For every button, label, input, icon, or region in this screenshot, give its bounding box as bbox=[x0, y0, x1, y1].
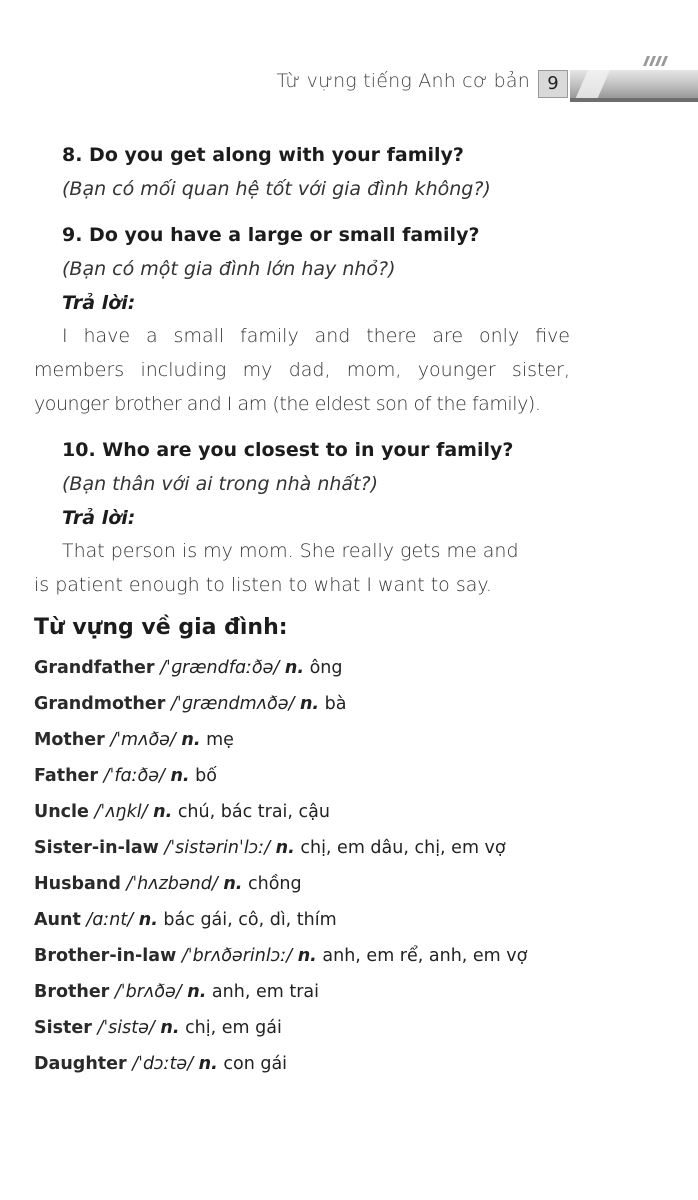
vocab-phonetic: /ˈsistə/ bbox=[97, 1018, 155, 1038]
vocab-pos: n. bbox=[223, 874, 243, 894]
vocab-word: Daughter bbox=[34, 1054, 127, 1074]
vocab-word: Aunt bbox=[34, 910, 81, 930]
vocab-phonetic: /ˈsistərinˈlɔː/ bbox=[164, 838, 271, 858]
vocab-pos: n. bbox=[198, 1054, 218, 1074]
vocab-meaning: con gái bbox=[223, 1054, 288, 1074]
vocab-meaning: chị, em dâu, chị, em vợ bbox=[300, 838, 506, 858]
vocab-phonetic: /ˈmʌðə/ bbox=[110, 730, 176, 750]
vocab-item bbox=[34, 730, 234, 750]
vocab-meaning: anh, em trai bbox=[211, 982, 319, 1002]
vocab-item bbox=[34, 802, 330, 822]
header-title: Từ vựng tiếng Anh cơ bản bbox=[276, 70, 530, 92]
vocab-meaning: chú, bác trai, cậu bbox=[177, 802, 330, 822]
vocab-word: Sister-in-law bbox=[34, 838, 159, 858]
vocab-item bbox=[34, 838, 506, 858]
vocab-item bbox=[34, 1018, 282, 1038]
answer-9-line-2: members including my dad, mom, younger sister, bbox=[34, 359, 570, 381]
vocab-meaning: mẹ bbox=[206, 730, 234, 750]
vocab-item bbox=[34, 658, 342, 678]
vocab-pos: n. bbox=[299, 694, 320, 714]
vocab-meaning: ông bbox=[309, 658, 343, 678]
vocab-pos: n. bbox=[284, 658, 304, 678]
header-decoration-icon bbox=[570, 52, 698, 102]
vocab-phonetic: /ɑːnt/ bbox=[86, 910, 134, 930]
vocab-meaning: bố bbox=[195, 766, 217, 786]
vocab-pos: n. bbox=[138, 910, 158, 930]
vocab-meaning: anh, em rể, anh, em vợ bbox=[322, 946, 528, 966]
vocab-item bbox=[34, 694, 346, 714]
answer-9-line-1: I have a small family and there are only five bbox=[62, 325, 570, 347]
vocab-word: Uncle bbox=[34, 802, 89, 822]
vocab-word: Husband bbox=[34, 874, 121, 894]
question-8: 8. Do you get along with your family? bbox=[62, 144, 464, 166]
question-10: 10. Who are you closest to in your family? bbox=[62, 439, 514, 461]
vocab-word: Sister bbox=[34, 1018, 92, 1038]
vocab-word: Mother bbox=[34, 730, 105, 750]
answer-10-line-2: is patient enough to listen to what I want to say. bbox=[34, 574, 492, 596]
vocab-pos: n. bbox=[297, 946, 317, 966]
vocab-item bbox=[34, 946, 527, 966]
page-number: 9 bbox=[538, 70, 568, 98]
vocab-phonetic: /ˈʌŋkl/ bbox=[94, 802, 148, 822]
vocab-phonetic: /ˈɡrændfɑːðə/ bbox=[160, 658, 280, 678]
page-header bbox=[0, 44, 698, 104]
vocab-phonetic: /ˈfɑːðə/ bbox=[103, 766, 165, 786]
answer-label-9: Trả lời: bbox=[62, 292, 136, 314]
answer-10-line-1: That person is my mom. She really gets me and bbox=[62, 540, 519, 562]
vocab-pos: n. bbox=[153, 802, 173, 822]
vocab-phonetic: /ˈbrʌðərinlɔː/ bbox=[181, 946, 293, 966]
vocab-meaning: chị, em gái bbox=[185, 1018, 282, 1038]
translation-9: (Bạn có một gia đình lớn hay nhỏ?) bbox=[62, 258, 396, 280]
vocab-pos: n. bbox=[181, 730, 201, 750]
vocab-item bbox=[34, 982, 319, 1002]
vocab-phonetic: /ˈdɔːtə/ bbox=[132, 1054, 194, 1074]
answer-9-line-3: younger brother and I am (the eldest son of the family). bbox=[34, 393, 541, 415]
vocab-pos: n. bbox=[187, 982, 207, 1002]
answer-label-10: Trả lời: bbox=[62, 507, 136, 529]
vocab-item bbox=[34, 874, 302, 894]
vocab-meaning: bà bbox=[324, 694, 347, 714]
vocab-phonetic: /ˈɡrændmʌðə/ bbox=[170, 694, 295, 714]
vocab-word: Grandfather bbox=[34, 658, 155, 678]
vocab-word: Father bbox=[34, 766, 99, 786]
vocab-pos: n. bbox=[170, 766, 190, 786]
vocab-pos: n. bbox=[275, 838, 295, 858]
vocab-word: Brother bbox=[34, 982, 110, 1002]
vocab-phonetic: /ˈbrʌðə/ bbox=[114, 982, 182, 1002]
vocab-item bbox=[34, 766, 217, 786]
vocabulary-title: Từ vựng về gia đình: bbox=[34, 615, 288, 640]
vocab-word: Grandmother bbox=[34, 694, 166, 714]
vocab-phonetic: /ˈhʌzbənd/ bbox=[126, 874, 218, 894]
vocab-word: Brother-in-law bbox=[34, 946, 177, 966]
vocab-pos: n. bbox=[160, 1018, 180, 1038]
vocab-item bbox=[34, 910, 337, 930]
vocab-item bbox=[34, 1054, 287, 1074]
translation-8: (Bạn có mối quan hệ tốt với gia đình không?) bbox=[62, 178, 491, 200]
question-9: 9. Do you have a large or small family? bbox=[62, 224, 480, 246]
translation-10: (Bạn thân với ai trong nhà nhất?) bbox=[62, 473, 379, 495]
vocab-meaning: chồng bbox=[248, 874, 302, 894]
vocab-meaning: bác gái, cô, dì, thím bbox=[163, 910, 337, 930]
